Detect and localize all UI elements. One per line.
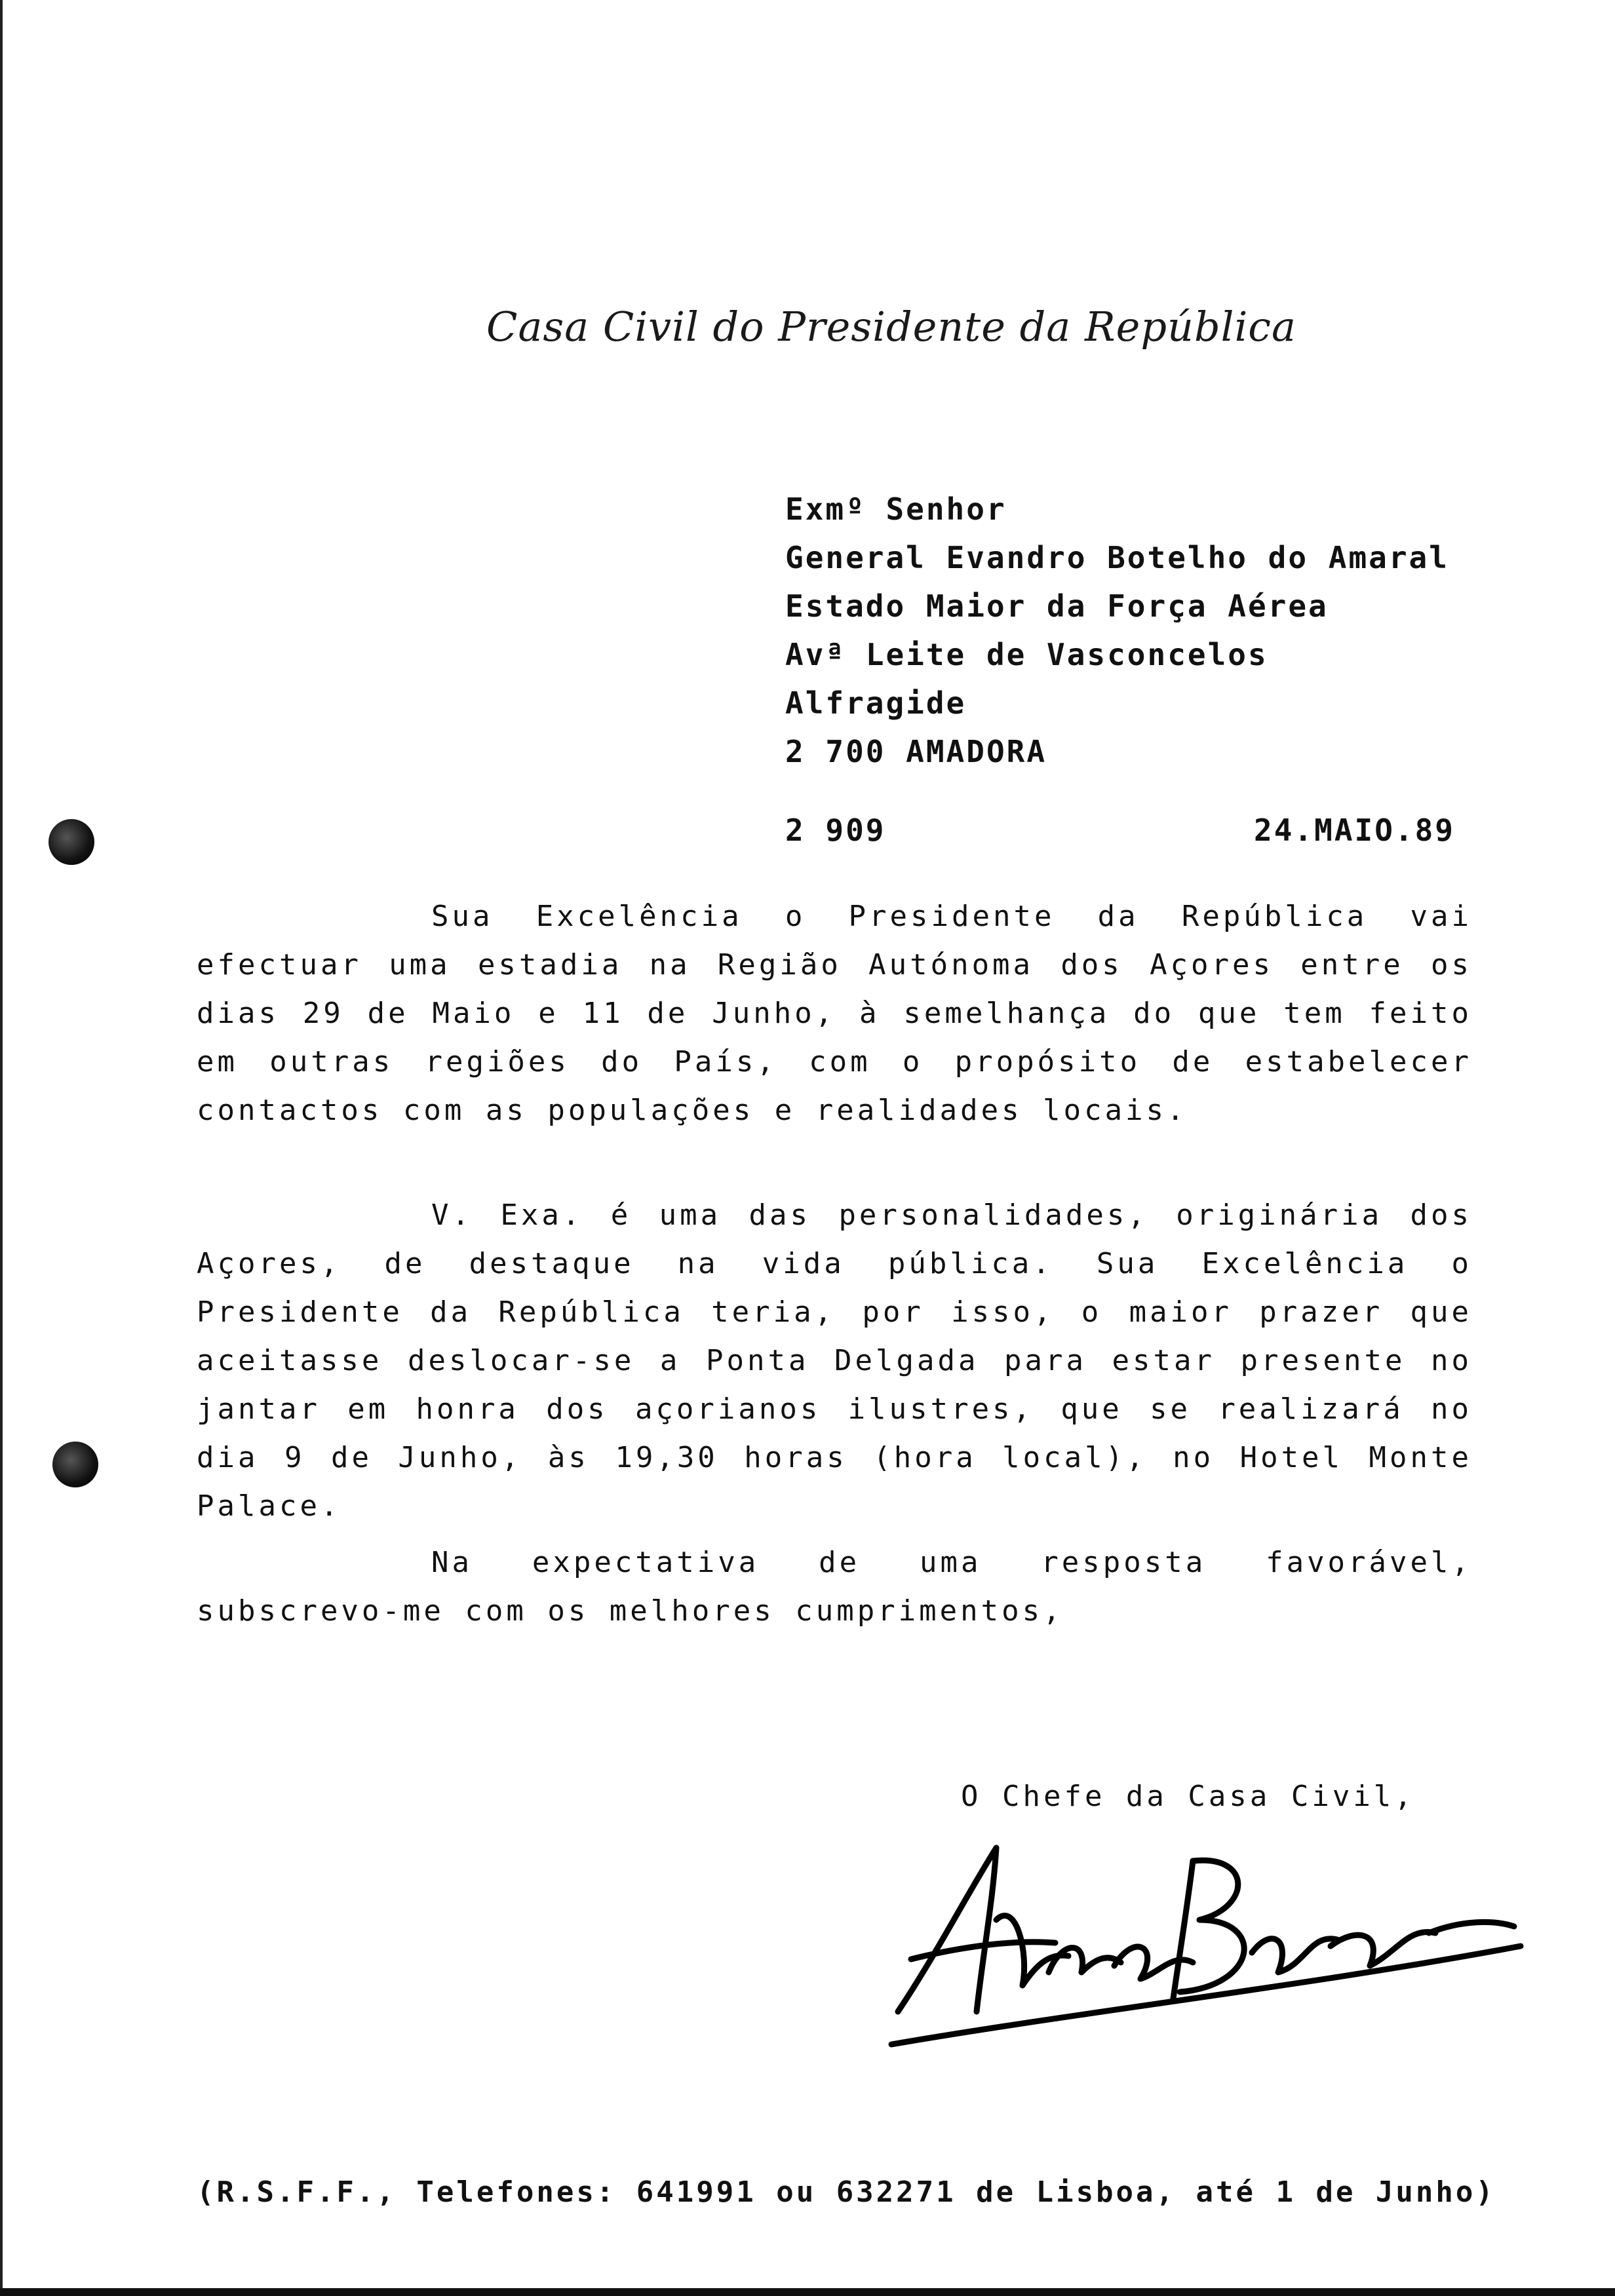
page-edge-bottom (0, 2288, 1615, 2296)
recipient-organization: Estado Maior da Força Aérea (785, 588, 1329, 624)
handwritten-signature (885, 1822, 1527, 2057)
reference-number: 2 909 (785, 813, 886, 848)
letter-date: 24.MAIO.89 (1254, 813, 1455, 848)
footer-note: (R.S.F.F., Telefones: 641991 ou 632271 de Lisboa, até 1 de Junho) (197, 2175, 1496, 2209)
letterhead: Casa Civil do Presidente da República (486, 303, 1296, 351)
body-paragraph-2: V. Exa. é uma das personalidades, originária dos Açores, de destaque na vida pública. Sua Excelência o Presidente da República teria, por isso, o maior prazer que aceitasse deslocar-se a Ponta Delgada para estar presente no jantar em honra dos açorianos ilustres, que se realizará no dia 9 de Junho, às 19,30 horas (hora local), no Hotel Monte Palace. (197, 1198, 1472, 1523)
punch-hole-top (49, 819, 94, 865)
recipient-locality: Alfragide (785, 685, 967, 721)
recipient-street: Avª Leite de Vasconcelos (785, 637, 1268, 672)
recipient-name: General Evandro Botelho do Amaral (785, 540, 1449, 575)
recipient-address (785, 485, 1506, 776)
recipient-salutation: Exmº Senhor (785, 491, 1007, 527)
body-paragraph-3: Na expectativa de uma resposta favorável, subscrevo-me com os melhores cumprimentos, (197, 1546, 1472, 1628)
page-edge-left (0, 0, 3, 2296)
recipient-postal-city: 2 700 AMADORA (785, 734, 1047, 769)
body-paragraph-1: Sua Excelência o Presidente da República vai efectuar uma estadia na Região Autónoma dos Açores entre os dias 29 de Maio e 11 de Junho, à semelhança do que tem feito em outras regiões do País, com o propósito de estabelecer contactos com as populações e realidades locais. (197, 900, 1472, 1127)
closing-title: O Chefe da Casa Civil, (961, 1780, 1415, 1813)
punch-hole-bottom (52, 1442, 98, 1487)
reference-line (785, 813, 1455, 858)
